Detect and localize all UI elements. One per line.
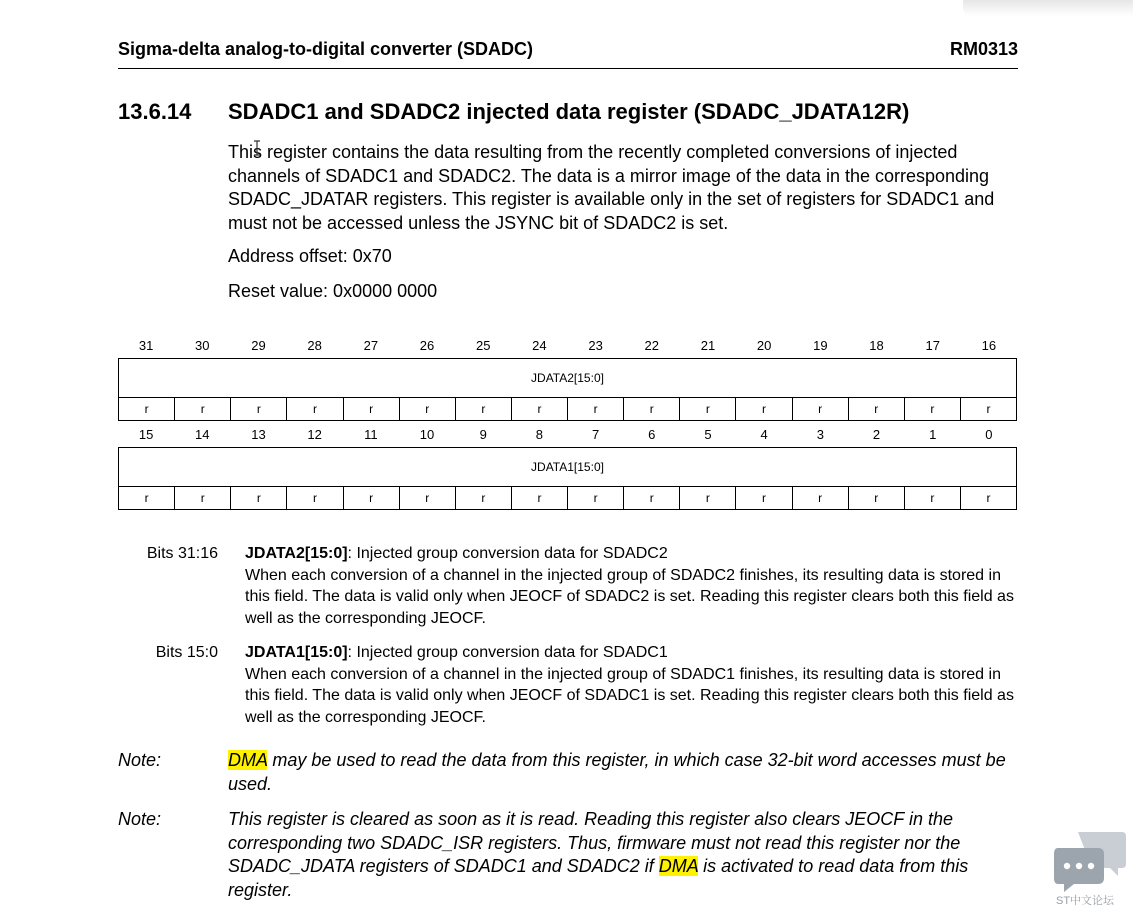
access-type-cell: r [567,398,623,420]
access-type-cell: r [511,398,567,420]
access-type-cell: r [399,398,455,420]
access-type-cell: r [623,487,679,509]
bit-number: 21 [700,338,716,353]
dma-highlight: DMA [658,856,699,876]
bit-number: 1 [929,427,937,442]
top-shade [963,0,1133,16]
bit-number: 3 [816,427,824,442]
bit-number: 30 [195,338,210,353]
bit-field-name: JDATA1[15:0] [245,644,348,661]
access-type-cell: r [230,487,286,509]
bit-number: 24 [532,338,547,353]
access-type-cell: r [343,398,399,420]
forum-label[interactable]: ST中文论坛 [1056,895,1115,907]
bit-number: 15 [138,427,154,442]
bit-number: 9 [479,427,487,442]
access-type-cell: r [904,398,960,420]
bit-number: 28 [307,338,322,353]
note-text-before: This register is cleared as soon as it is read. Reading this register also clears JEOCF in the corresponding two SDADC_ISR registers. Thus, firmware must not read this register nor the SDADC_JDATA registers of SDADC1 and SDADC2 if [228,809,961,876]
access-type-cell: r [144,402,149,416]
access-type-cell: r [144,491,149,505]
access-type-cell: r [792,487,848,509]
text-cursor-icon [253,140,261,156]
access-type-cell: r [735,487,791,509]
bit-number: 16 [981,338,997,353]
bit-number: 17 [925,338,940,353]
access-type-cell: r [455,398,511,420]
bit-number: 31 [138,338,154,353]
bit-number: 10 [419,427,435,442]
bit-number: 19 [813,338,828,353]
bit-number: 6 [648,427,656,442]
bit-number: 29 [251,338,266,353]
bit-number: 8 [535,427,544,442]
access-type-cell: r [286,487,342,509]
address-offset: Address offset: 0x70 [228,246,392,266]
bit-number: 7 [591,427,600,442]
access-type-cell: r [174,487,230,509]
note-body [228,749,1018,796]
bit-number: 5 [704,427,712,442]
lower-access-row [118,487,1017,510]
note-label: Note: [118,750,162,770]
access-type-cell: r [848,487,904,509]
upper-bit-numbers [118,338,1017,353]
access-type-cell: r [455,487,511,509]
note-text: may be used to read the data from this register, in which case 32-bit word accesses must be used. [228,750,1006,794]
register-field-jdata2: JDATA2[15:0] [118,358,1017,398]
bit-number: 4 [760,427,768,442]
register-field-jdata1: JDATA1[15:0] [118,447,1017,487]
access-type-cell: r [848,398,904,420]
access-type-cell: r [904,487,960,509]
bit-number: 20 [756,338,772,353]
bit-field-text: When each conversion of a channel in the injected group of SDADC2 finishes, its resulting data is stored in this field. The data is valid only when JEOCF of SDADC2 is set. Reading this register clears both this field as well as the corresponding JEOCF. [245,566,1014,627]
note-label: Note: [118,809,162,829]
note-text-after: is activated to read data from this register. [228,856,969,900]
bit-field-body [245,642,1015,728]
bit-range-label: Bits 31:16 [146,545,218,562]
bit-field-summary: : Injected group conversion data for SDADC1 [347,644,668,661]
upper-access-row [118,398,1017,421]
access-type-cell: r [735,398,791,420]
bit-number: 26 [419,338,435,353]
access-type-cell: r [567,487,623,509]
access-type-cell: r [399,487,455,509]
bit-field-body [245,543,1015,629]
access-type-cell: r [679,487,735,509]
access-type-cell: r [960,398,1016,420]
bit-number: 2 [872,427,881,442]
access-type-cell: r [623,398,679,420]
access-type-cell: r [174,398,230,420]
bit-number: 0 [985,427,993,442]
bit-number: 23 [588,338,603,353]
bit-number: 25 [475,338,491,353]
access-type-cell: r [230,398,286,420]
bit-number: 18 [869,338,884,353]
page-header [118,38,1018,69]
section-title: SDADC1 and SDADC2 injected data register (SDADC_JDATA12R) [228,99,910,124]
bit-number: 22 [644,338,660,353]
lower-bit-numbers [118,427,1017,442]
section-number: 13.6.14 [118,99,192,124]
bit-field-text: When each conversion of a channel in the injected group of SDADC1 finishes, its resulting data is stored in this field. The data is valid only when JEOCF of SDADC1 is set. Reading this register clears both this field as well as the corresponding JEOCF. [245,665,1014,726]
bit-field-summary: : Injected group conversion data for SDADC2 [347,545,668,562]
bit-number: 14 [195,427,210,442]
access-type-cell: r [960,487,1016,509]
access-type-cell: r [679,398,735,420]
reset-value: Reset value: 0x0000 0000 [228,281,438,301]
note-body [228,808,1018,902]
bit-field-name: JDATA2[15:0] [245,545,348,562]
bit-number: 11 [364,427,378,442]
bit-number: 27 [363,338,379,353]
header-doc-id: RM0313 [949,39,1018,59]
dma-highlight: DMA [228,750,268,770]
bit-number: 12 [307,427,322,442]
access-type-cell: r [286,398,342,420]
bit-range-label: Bits 15:0 [155,644,218,661]
access-type-cell: r [343,487,399,509]
intro-paragraph: This register contains the data resulting from the recently completed conversions of injected channels of SDADC1 and SDADC2. The data is a mirror image of the data in the corresponding SDADC_JDATAR registers. This register is available only in the set of registers for SDADC1 and must not be accessed unless the JSYNC bit of SDADC2 is set. [228,142,995,233]
bit-number: 13 [251,427,266,442]
header-title: Sigma-delta analog-to-digital converter (SDADC) [118,39,534,59]
access-type-cell: r [792,398,848,420]
access-type-cell: r [511,487,567,509]
